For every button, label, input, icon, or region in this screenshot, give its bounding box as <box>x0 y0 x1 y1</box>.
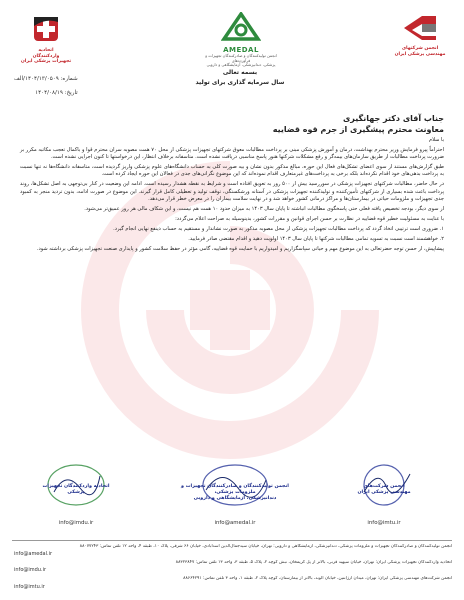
letter-number-label: شماره: <box>60 76 78 82</box>
signature-block <box>10 462 454 532</box>
signature-amedal-text-2: دندانپزشکی، آزمایشگاهی و دارویی <box>193 496 277 501</box>
imtu-name-2: مهندسی پزشکی ایران <box>394 51 446 57</box>
amedal-subtitle-2: پزشکی، دندانپزشکی، آزمایشگاهی و دارویی <box>206 62 276 68</box>
imdu-name-1: اتحادیه <box>38 48 54 53</box>
paragraph-2: طبق گزارش‌های مستند از سوی اعضای تشکل‌های فعال این حوزه، مبالغ مذکور بدون نشان و بیه صورت کلی به حساب دانشگاه‌های علوم پزشکی واریز گردیده است، متاسفانه دانشگاه‌ها نه تنها نسبت به پرداخت بدهی‌های خود اقدام نکرده‌اند بلکه برخی به پرداخت‌های غیرمتعارف اقدام نموده‌اند که این موضوع نگرانی‌های جدی در فعالان این حوزه ایجاد کرده است. <box>20 164 444 178</box>
letter-date <box>14 86 78 100</box>
year-slogan: سال سرمایه گذاری برای تولید <box>195 79 285 86</box>
letter-heading <box>160 68 320 88</box>
signature-imdu <box>16 462 136 528</box>
footer-imtu-email: info@imtu.ir <box>14 584 45 590</box>
letter-body <box>20 113 444 256</box>
footer-imdu-address: اتحادیه واردکنندگان تجهیزات پزشکی ایران: تهران، خیابان سپهبد قرنی، بالاتر از پل کریمخان، نبش کوچه ۲، پلاک ۵، طبقه ۳، واحد ۱۳ تلفن تماس: ۸۸۳۲۳۸۴۷ <box>175 560 452 565</box>
paragraph-3: در حال حاضر، مطالبات شرکتهای تجهیزات پزشکی در سوررسید بیش از ۵۰۰ روز به تعویق افتاده است و شرایط به نقطه هشدار رسیده است. ادامه این وضعیت در کنار بی‌توجهی به اصل تشکل‌ها، روند پرداخت باعث شده بسیاری از شرکتهای تأمین‌کننده و تولیدکننده تجهیزات پزشکی در آستانه ورشکستگی، توقف تولید و تعطیلی کامل قرار گیرند. این موضوع در صورت ادامه، بدون تردید منجر به کمبود جدی تجهیزات و ملزومات حیاتی در بیمارستان‌ها و مراکز درمانی کشور خواهد شد و در نهایت سلامت بیماران را در معرض خطر قرار می‌دهد. <box>20 181 445 202</box>
signature-amedal-email: info@amedal.ir <box>214 520 256 526</box>
signature-imtu-text <box>324 484 444 496</box>
paragraph-1: احتراماً پیرو فرمایش وزیر محترم بهداشت، درمان و آموزش پزشکی مبنی بر پرداخت مطالبات معوق شرکتهای تجهیزات پزشکی از محل ۷۰ همت مصوبه سران محترم قوا و باکمال تعجب مکاتبه مکرر بر ضرورت پرداخت مطالبات از طریق سازمان‌های بیمه‌گر و رفع مشکلات شرکتها هنوز پاسخ مناسبی دریافت نشده است. متاسفانه برخلاف انتظار، این درخواستها تا کنون اجرایی نشده است. <box>20 147 444 161</box>
imdu-logo <box>6 14 86 65</box>
imtu-logo-icon <box>402 14 438 42</box>
paragraph-4: از سوی دیگر، بودجه تخصیص یافته فعلی حتی پاسخگوی مطالبات انباشته تا پایان سال ۱۴۰۳ به میزان حدود ۱۰ همت هم نیست، و این شکاف مالی هر روز عمیق‌تر می‌شود. <box>84 205 444 212</box>
letter-meta <box>14 72 78 100</box>
recipient-name: جناب آقای دکتر جهانگیری <box>342 114 444 123</box>
signature-amedal <box>170 462 300 528</box>
amedal-brand: AMEDAL <box>223 46 259 54</box>
footer-divider <box>12 540 452 541</box>
letter-date-label: تاریخ: <box>64 90 78 96</box>
letter-number-value: ۱۴۰۴/۱۳/۰۵۰۹/الف <box>14 76 59 82</box>
paragraph-8: پیشاپیش، از حسن توجه حضرتعالی به این موضوع مهم و حیاتی سپاسگزاریم و امیدواریم با حمایت قوه قضاییه، گامی مؤثر در حفظ سلامت کشور و پایداری صنعت تجهیزات پزشکی برداشته شود. <box>36 246 444 253</box>
footer-imdu-email: info@imdu.ir <box>14 567 47 573</box>
amedal-logo-icon <box>221 12 261 42</box>
paragraph-6: ۱. ضروری است ترتیبی اتخاذ گردد که پرداخت مطالبات تجهیزات پزشکی از محل مصوبه مذکور به صورت نشاندار و مستقیم به حساب ذینفع نهایی انجام گیرد. <box>113 225 444 232</box>
signature-imtu-text-2: مهندسی پزشکی ایران <box>357 490 411 495</box>
signature-imtu-email: info@imtu.ir <box>367 520 401 526</box>
paragraph-5: با عنایت به مسئولیت خطیر قوه قضاییه در نظارت بر حسن اجرای قوانین و مقررات کشور، بدینوسیله به صراحت اعلام می‌گردد: <box>175 215 444 222</box>
footer-imtu-address: انجمن شرکت‌های مهندسی پزشکی ایران: تهران، میدان آرژانتین، خیابان الوند، بالاتر از بیمارستان، کوچه پلاک ۲، طبقه ۱، واحد ۳ تلفن تماس: ۸۸۶۶۴۲۹۱ <box>183 576 452 581</box>
amedal-logo <box>196 12 286 68</box>
imtu-name-1: انجمن شرکتهای <box>401 46 439 51</box>
paragraph-7: ۲. خواهشمند است نسبت به تسویه تمامی مطالبات شرکتها تا پایان سال ۱۴۰۳ اولویت دهید و اقدام مقتضی صادر فرمایید. <box>188 236 444 243</box>
signature-imtu <box>324 462 444 528</box>
imdu-name-2: واردکنندگان <box>32 53 60 59</box>
footer-amedal-email: info@amedal.ir <box>14 551 53 557</box>
imdu-logo-icon <box>31 14 61 44</box>
footer-amedal-address: انجمن تولیدکنندگان و صادرکنندگان تجهیزات و ملزومات پزشکی، دندانپزشکی، آزمایشگاهی و دارویی: تهران، خیابان سیدجمال‌الدین اسدآبادی، خیابان ۶۶ شرقی، پلاک ۱۰، طبقه ۴، واحد ۱۲ تلفن تماس: ۸۸۰۷۷۲۴۳ <box>79 544 452 549</box>
imtu-logo <box>380 14 460 57</box>
letter-footer <box>0 540 464 600</box>
signature-imdu-email: info@imdu.ir <box>58 520 94 526</box>
bismillah: بسمه تعالی <box>222 69 258 76</box>
signature-amedal-text <box>170 484 300 502</box>
letter-date-value: ۱۴۰۴/۰۸/۱۹ <box>35 90 63 96</box>
greeting: با سلام <box>428 137 444 143</box>
letter-header <box>0 8 464 98</box>
signature-imdu-text-2: پزشکی <box>67 490 85 495</box>
recipient-title: معاونت محترم پیشگیری از جرم قوه قضاییه <box>272 125 444 134</box>
signature-imtu-text-1: انجمن شرکت‌های <box>363 484 405 489</box>
amedal-subtitle-1: انجمن تولیدکنندگان و صادرکنندگان تجهیزات و فرآورده‌های <box>205 53 277 63</box>
imdu-name-3: تجهیزات پزشکی ایران <box>20 59 72 64</box>
signature-amedal-text-1: انجمن تولیدکنندگان و صادرکنندگان تجهیزات و ملزومات پزشکی، <box>181 484 289 495</box>
signature-imdu-text <box>16 484 136 496</box>
letter-number <box>14 72 78 86</box>
signature-imdu-text-1: اتحادیه واردکنندگان تجهیزات <box>42 484 110 489</box>
